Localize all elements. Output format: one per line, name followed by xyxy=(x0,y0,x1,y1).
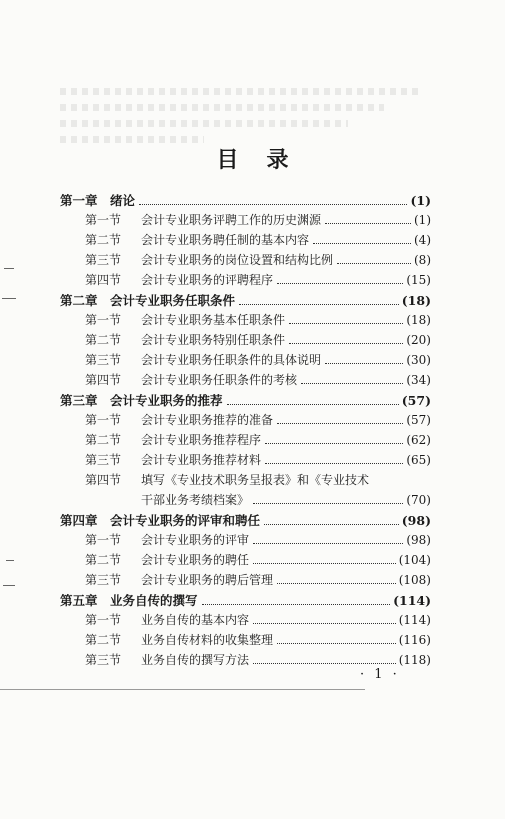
page-number: (20) xyxy=(406,333,431,347)
toc-section-4-2[interactable] xyxy=(85,551,431,571)
dot-leader xyxy=(337,263,411,264)
page-number: (98) xyxy=(401,513,431,528)
section-title: 会计专业职务的岗位设置和结构比例 xyxy=(141,253,334,267)
toc-section-4-3[interactable] xyxy=(85,571,431,591)
dot-leader xyxy=(325,223,411,224)
page-number: (57) xyxy=(401,393,431,408)
dot-leader xyxy=(139,204,407,205)
margin-mark xyxy=(2,298,16,299)
toc-section-1-2[interactable] xyxy=(85,231,431,251)
section-title: 业务自传的基本内容 xyxy=(141,613,250,627)
page-number: (15) xyxy=(406,273,431,287)
page-title: 目录 xyxy=(216,148,317,173)
section-title: 会计专业职务推荐材料 xyxy=(141,453,262,467)
chapter-title: 会计专业职务任职条件 xyxy=(110,293,236,308)
toc-section-1-1[interactable] xyxy=(85,211,431,231)
chapter-number: 第五章 xyxy=(60,593,98,608)
chapter-number: 第四章 xyxy=(60,513,98,528)
page-number: (34) xyxy=(406,373,431,387)
page-number: (18) xyxy=(401,293,431,308)
section-title: 会计专业职务基本任职条件 xyxy=(141,313,286,327)
dot-leader xyxy=(265,443,403,444)
section-number: 第三节 xyxy=(85,453,122,467)
page-number: (70) xyxy=(406,493,431,507)
chapter-number: 第二章 xyxy=(60,293,98,308)
section-title: 会计专业职务聘任制的基本内容 xyxy=(141,233,310,247)
dot-leader xyxy=(289,323,403,324)
toc-section-3-4-continued[interactable] xyxy=(141,491,431,511)
dot-leader xyxy=(227,404,399,405)
section-title: 业务自传材料的收集整理 xyxy=(141,633,274,647)
page-number: (1) xyxy=(410,193,431,208)
dot-leader xyxy=(301,383,403,384)
section-number: 第四节 xyxy=(85,473,122,487)
dot-leader xyxy=(265,463,403,464)
margin-mark xyxy=(3,585,15,586)
page-number: (116) xyxy=(398,633,431,647)
section-number: 第三节 xyxy=(85,353,122,367)
section-title: 会计专业职务任职条件的具体说明 xyxy=(141,353,322,367)
section-number: 第二节 xyxy=(85,553,122,567)
dot-leader xyxy=(325,363,403,364)
dot-leader xyxy=(253,623,396,624)
section-number: 第三节 xyxy=(85,573,122,587)
page-number: (118) xyxy=(398,653,431,667)
dot-leader xyxy=(264,524,399,525)
margin-mark xyxy=(6,560,14,561)
toc-section-5-2[interactable] xyxy=(85,631,431,651)
toc-section-3-3[interactable] xyxy=(85,451,431,471)
chapter-number: 第一章 xyxy=(60,193,98,208)
page-number: (18) xyxy=(406,313,431,327)
section-number: 第三节 xyxy=(85,253,122,267)
dot-leader xyxy=(289,343,403,344)
dot-leader xyxy=(277,583,396,584)
toc-section-2-2[interactable] xyxy=(85,331,431,351)
page-number: (4) xyxy=(414,233,431,247)
toc-section-3-4[interactable] xyxy=(85,471,431,491)
page-number: (114) xyxy=(393,593,431,608)
page-number: (8) xyxy=(414,253,431,267)
section-title: 会计专业职务推荐程序 xyxy=(141,433,262,447)
section-number: 第四节 xyxy=(85,273,122,287)
margin-mark xyxy=(4,268,14,269)
page-number: (65) xyxy=(406,453,431,467)
toc-section-3-2[interactable] xyxy=(85,431,431,451)
dot-leader xyxy=(239,304,399,305)
toc-section-1-3[interactable] xyxy=(85,251,431,271)
toc-chapter-1[interactable] xyxy=(60,191,431,211)
toc-section-2-4[interactable] xyxy=(85,371,431,391)
chapter-title: 绪论 xyxy=(110,193,136,208)
section-number: 第二节 xyxy=(85,433,122,447)
toc-section-4-1[interactable] xyxy=(85,531,431,551)
dot-leader xyxy=(253,503,403,504)
section-title: 会计专业职务的评聘程序 xyxy=(141,273,274,287)
page-number: (108) xyxy=(398,573,431,587)
chapter-title: 会计专业职务的推荐 xyxy=(110,393,223,408)
dot-leader xyxy=(253,563,396,564)
section-number: 第一节 xyxy=(85,533,122,547)
toc-chapter-2[interactable] xyxy=(60,291,431,311)
section-number: 第三节 xyxy=(85,653,122,667)
section-number: 第二节 xyxy=(85,633,122,647)
dot-leader xyxy=(313,243,411,244)
page-number: (57) xyxy=(406,413,431,427)
page-number: (104) xyxy=(398,553,431,567)
section-title: 会计专业职务的聘后管理 xyxy=(141,573,274,587)
toc-section-1-4[interactable] xyxy=(85,271,431,291)
toc-chapter-4[interactable] xyxy=(60,511,431,531)
toc-section-3-1[interactable] xyxy=(85,411,431,431)
section-number: 第二节 xyxy=(85,233,122,247)
toc-chapter-5[interactable] xyxy=(60,591,431,611)
page-number: (98) xyxy=(406,533,431,547)
section-title: 会计专业职务的评审 xyxy=(141,533,250,547)
page-number: (1) xyxy=(414,213,431,227)
page-number: (114) xyxy=(398,613,431,627)
dot-leader xyxy=(253,543,403,544)
page-folio: · 1 · xyxy=(360,667,400,682)
section-title: 会计专业职务的聘任 xyxy=(141,553,250,567)
section-number: 第二节 xyxy=(85,333,122,347)
dot-leader xyxy=(202,604,391,605)
dot-leader xyxy=(277,283,403,284)
section-number: 第一节 xyxy=(85,613,122,627)
section-title: 会计专业职务任职条件的考核 xyxy=(141,373,298,387)
toc-section-2-3[interactable] xyxy=(85,351,431,371)
section-number: 第一节 xyxy=(85,313,122,327)
section-number: 第一节 xyxy=(85,213,122,227)
toc-chapter-3[interactable] xyxy=(60,391,431,411)
dot-leader xyxy=(253,663,396,664)
section-number: 第一节 xyxy=(85,413,122,427)
scan-edge-line xyxy=(0,689,365,690)
dot-leader xyxy=(277,423,403,424)
toc-section-5-1[interactable] xyxy=(85,611,431,631)
dot-leader xyxy=(277,643,396,644)
page-number: (62) xyxy=(406,433,431,447)
toc-section-2-1[interactable] xyxy=(85,311,431,331)
section-number: 第四节 xyxy=(85,373,122,387)
section-title: 会计专业职务特别任职条件 xyxy=(141,333,286,347)
section-title: 业务自传的撰写方法 xyxy=(141,653,250,667)
page-number: (30) xyxy=(406,353,431,367)
section-title: 填写《专业技术职务呈报表》和《专业技术 xyxy=(141,473,370,487)
chapter-title: 会计专业职务的评审和聘任 xyxy=(110,513,261,528)
section-title: 会计专业职务评聘工作的历史渊源 xyxy=(141,213,322,227)
chapter-title: 业务自传的撰写 xyxy=(110,593,198,608)
section-title: 会计专业职务推荐的准备 xyxy=(141,413,274,427)
section-title-continued: 干部业务考绩档案》 xyxy=(141,493,250,507)
chapter-number: 第三章 xyxy=(60,393,98,408)
